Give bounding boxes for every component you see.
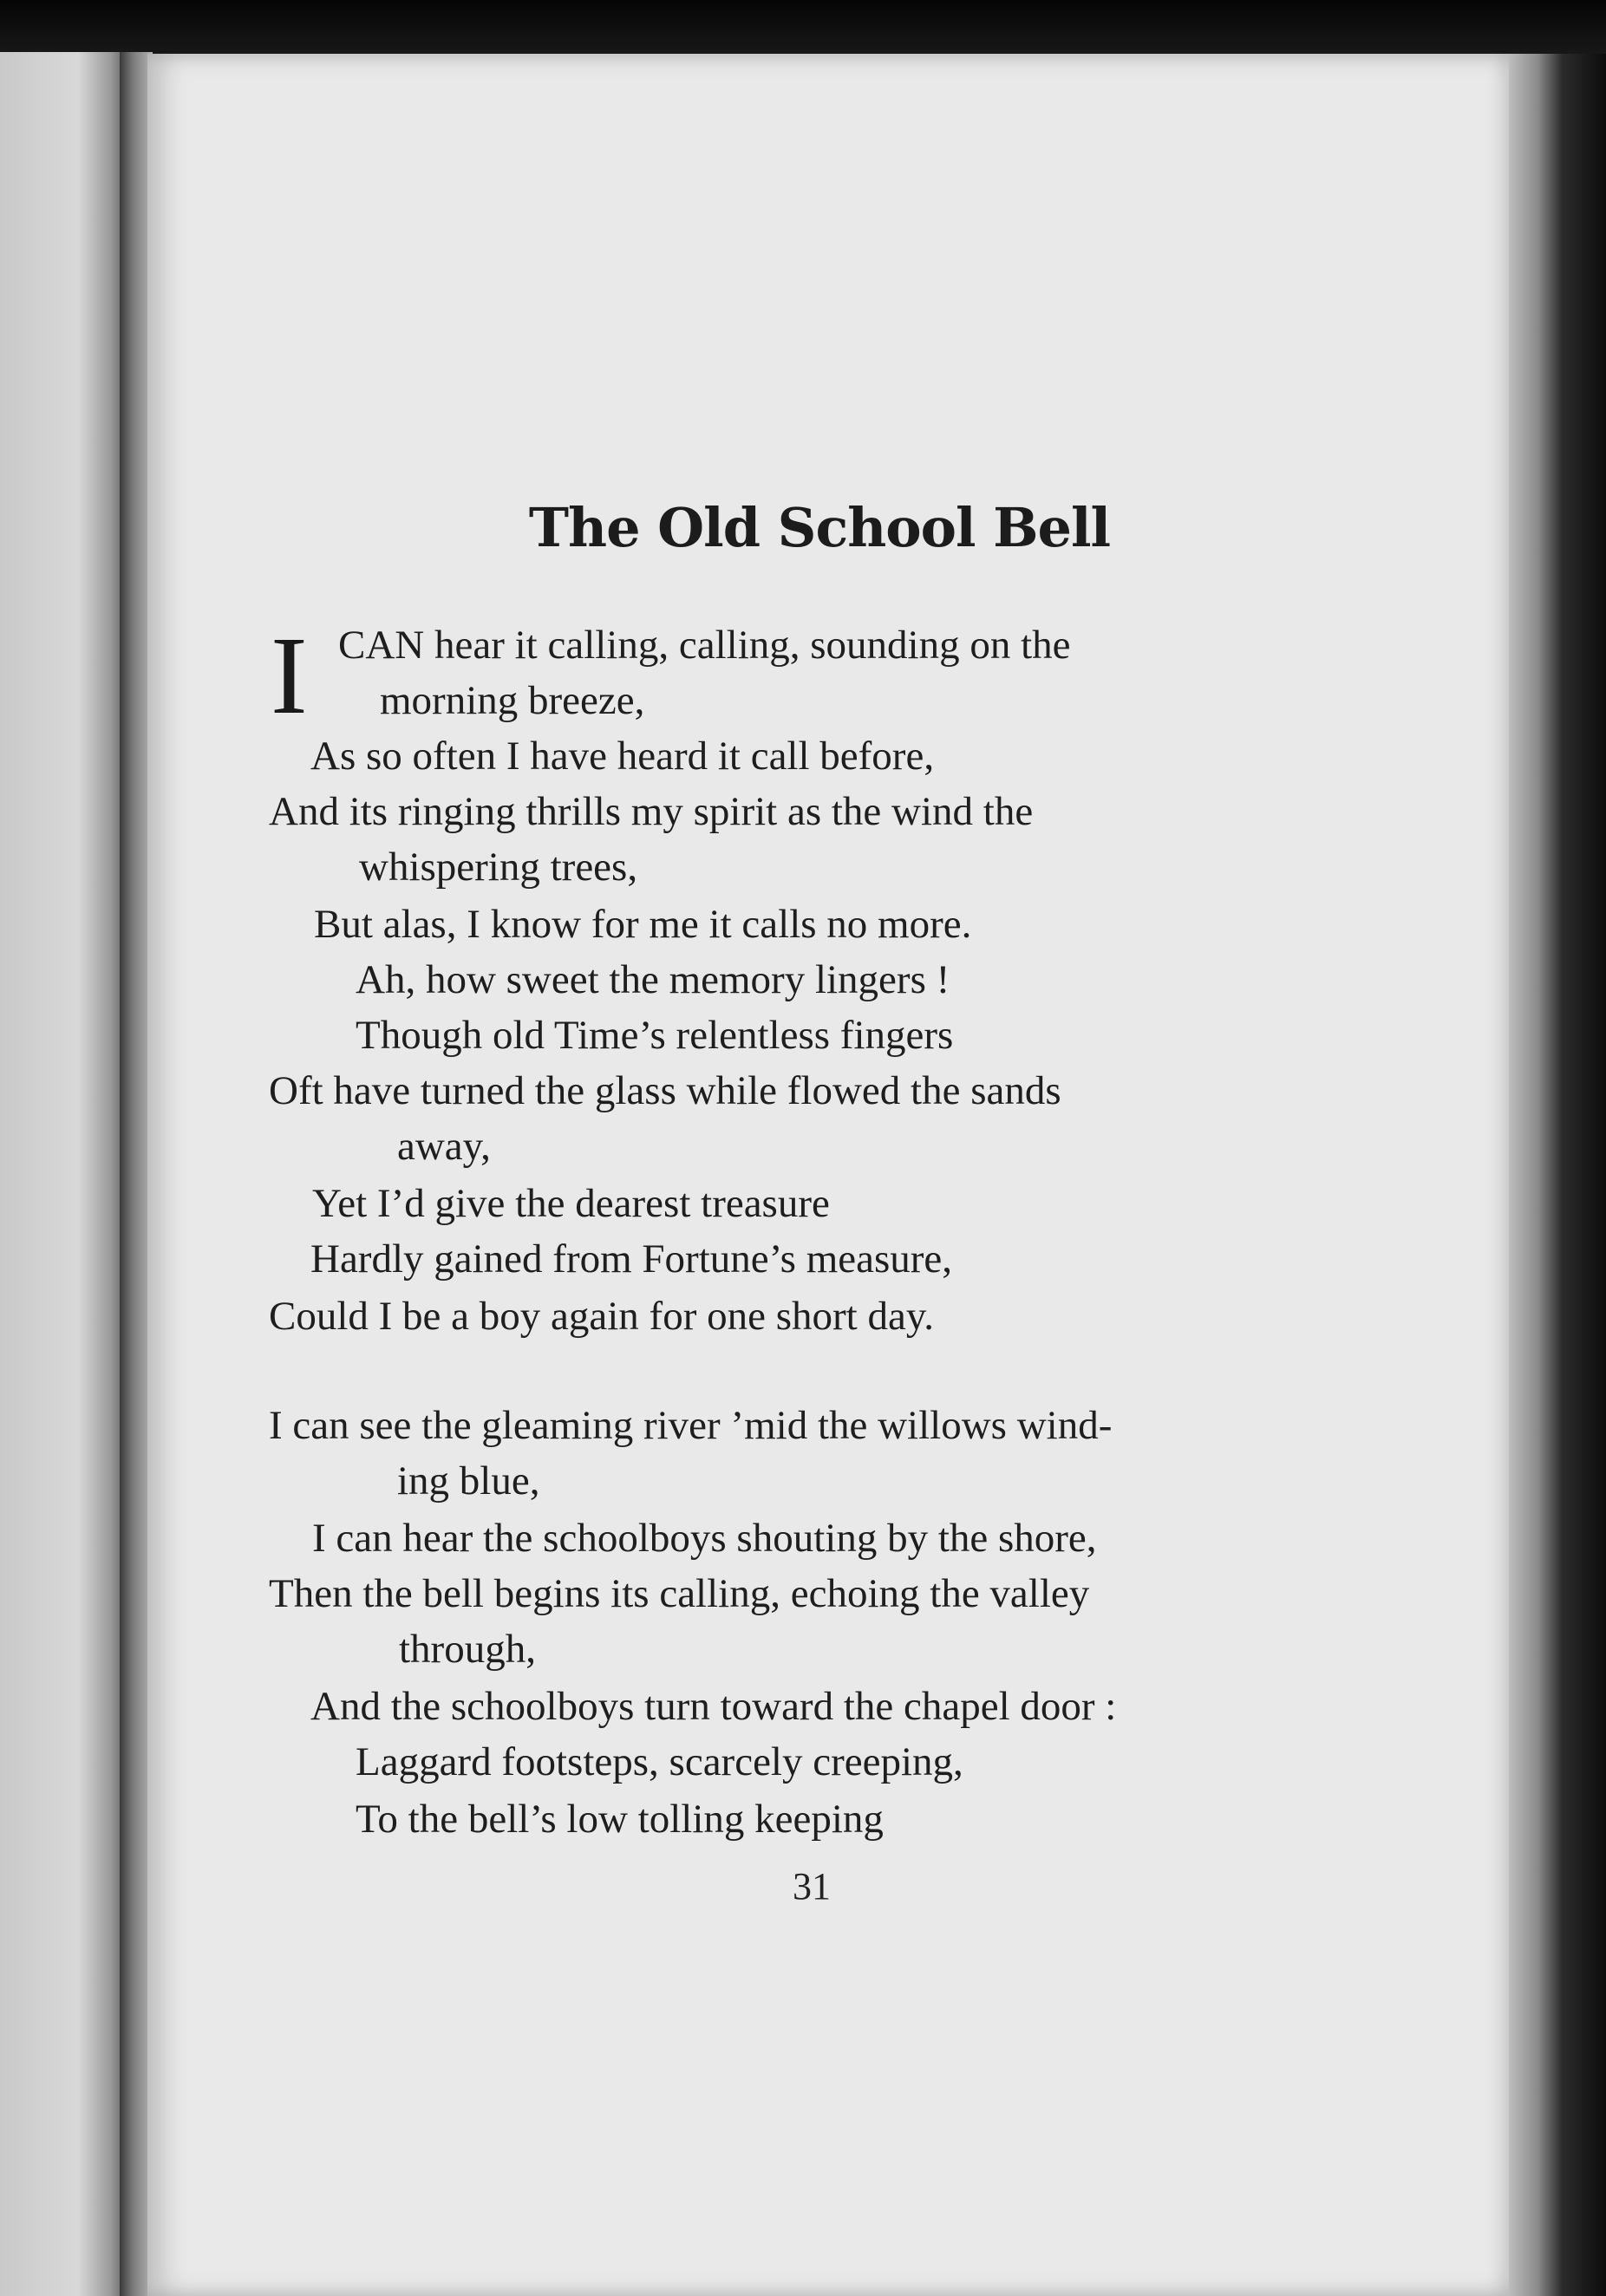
poem-line: To the bell’s low tolling keeping (356, 1797, 884, 1842)
poem-line: CAN hear it calling, calling, sounding on the (338, 623, 1071, 668)
poem-title: The Old School Bell (528, 496, 1111, 559)
poem-line: I can see the gleaming river ’mid the willows wind- (269, 1403, 1113, 1448)
poem-line: I can hear the schoolboys shouting by the shore, (312, 1516, 1097, 1561)
poem-line: morning breeze, (380, 678, 645, 723)
page-number: 31 (793, 1865, 831, 1908)
poem-line: Ah, how sweet the memory lingers ! (356, 957, 950, 1002)
poem-line: Laggard footsteps, scarcely creeping, (356, 1739, 963, 1784)
poem-line: Oft have turned the glass while flowed the sands (269, 1068, 1061, 1113)
poem-line: And the schoolboys turn toward the chapel door : (310, 1684, 1117, 1729)
poem-line: through, (399, 1627, 536, 1672)
poem-line: Though old Time’s relentless fingers (356, 1013, 954, 1058)
poem-line: ing blue, (397, 1458, 540, 1503)
poem-line: And its ringing thrills my spirit as the wind the (269, 789, 1034, 834)
poem-line: But alas, I know for me it calls no more. (314, 902, 972, 947)
poem-line: away, (397, 1124, 491, 1169)
poem-line: whispering trees, (359, 845, 638, 890)
poem-line: Could I be a boy again for one short day. (269, 1294, 935, 1339)
poem-line: As so often I have heard it call before, (310, 734, 935, 779)
poem-line: Hardly gained from Fortune’s measure, (310, 1236, 953, 1282)
drop-cap: I (271, 614, 308, 737)
poem-line: Yet I’d give the dearest treasure (312, 1181, 830, 1226)
poem-line: Then the bell begins its calling, echoing the valley (269, 1571, 1090, 1616)
